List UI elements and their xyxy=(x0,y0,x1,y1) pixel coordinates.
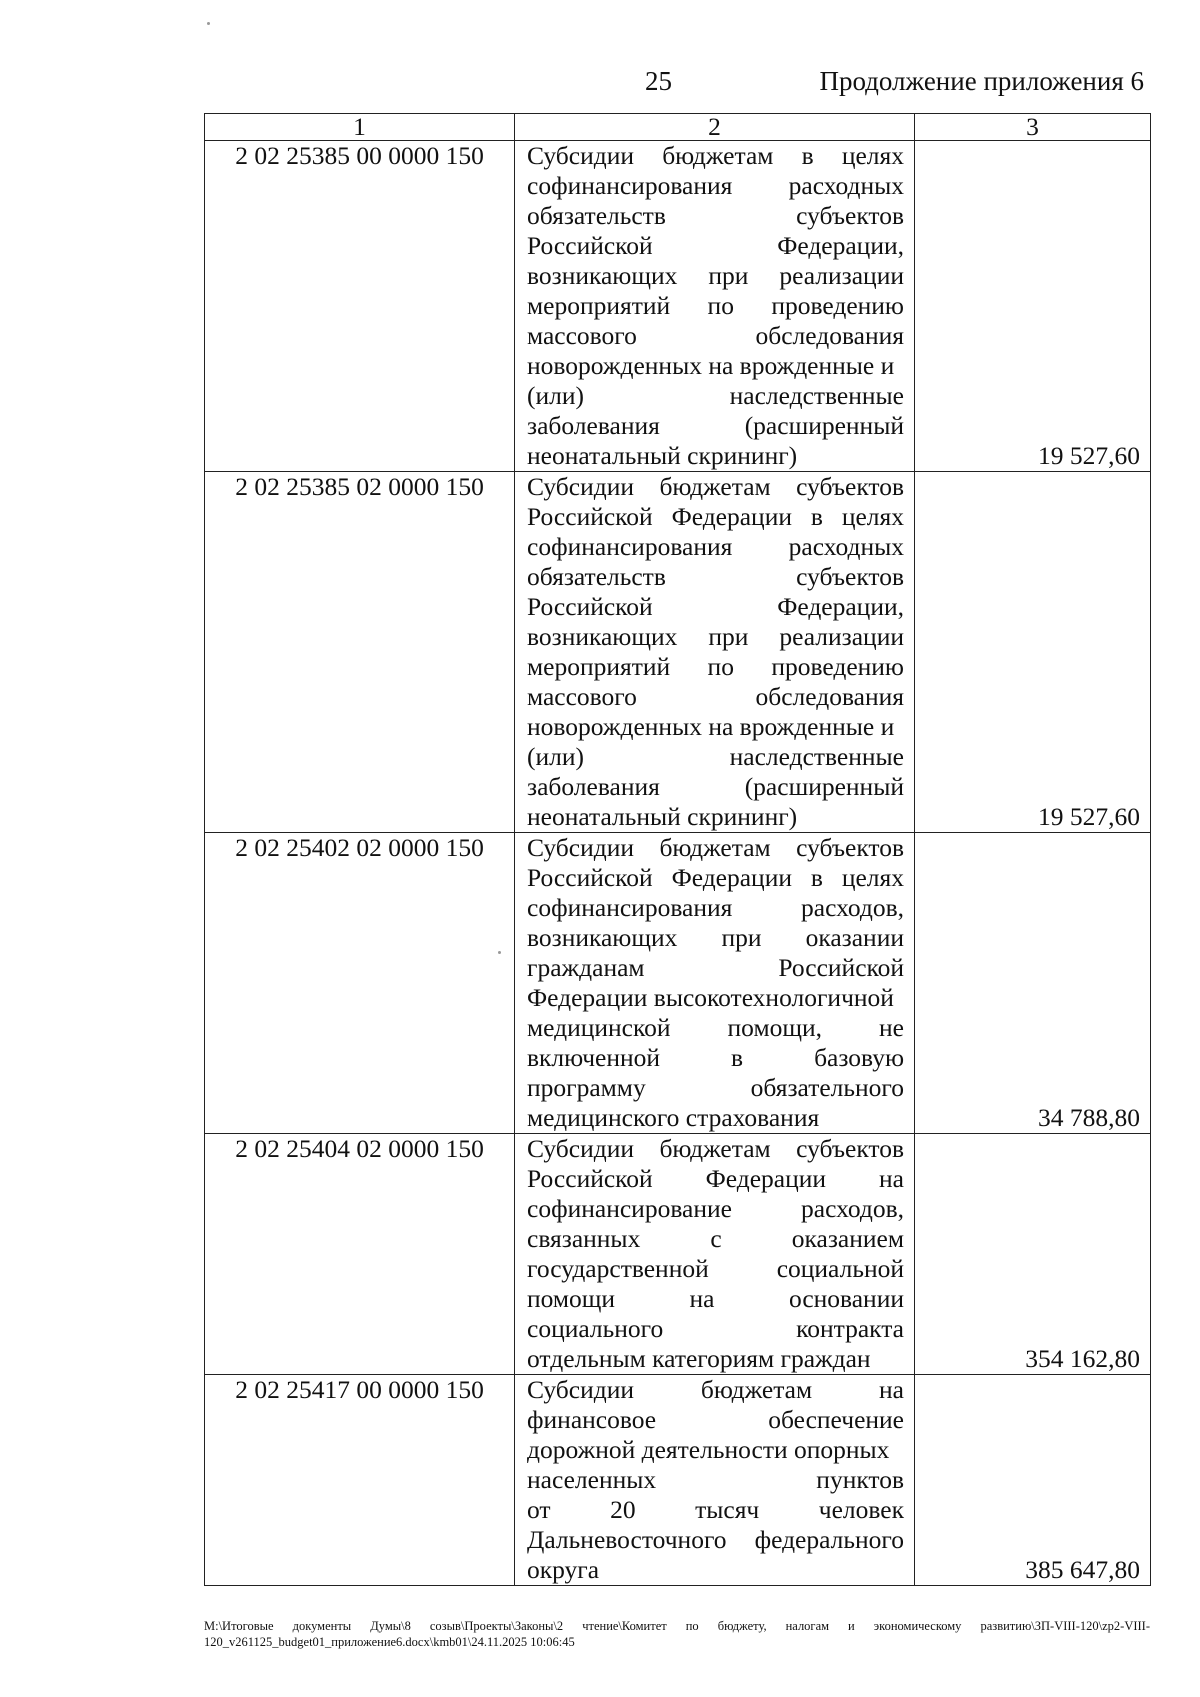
description-line xyxy=(515,592,914,622)
description-word: (расширенный xyxy=(744,411,904,440)
description-line xyxy=(515,321,914,351)
description-word: с xyxy=(710,1224,722,1253)
description-line xyxy=(515,472,914,502)
budget-classification-code: 2 02 25385 02 0000 150 xyxy=(205,472,515,833)
amount-cell xyxy=(915,141,1151,472)
column-header: 1 xyxy=(205,114,515,141)
amount-value: 19 527,60 xyxy=(1038,802,1140,831)
description-line xyxy=(515,802,914,832)
description-word: массового xyxy=(527,682,637,711)
description-word: на xyxy=(879,1164,904,1193)
description-word: по xyxy=(707,652,734,681)
description-line xyxy=(515,1254,914,1284)
description-word: Федерации, xyxy=(777,231,904,260)
description-word: Российской xyxy=(527,502,653,531)
description-word: Федерации xyxy=(671,863,792,892)
description-word: обязательств xyxy=(527,562,666,591)
description-line xyxy=(515,1164,914,1194)
description-word: новорожденных на врожденные и xyxy=(527,351,895,380)
scan-speck xyxy=(207,22,210,25)
description-word: бюджетам xyxy=(662,141,774,170)
description-word: расходов, xyxy=(801,1194,904,1223)
column-header: 3 xyxy=(915,114,1151,141)
table-row xyxy=(205,141,1151,472)
budget-classification-code: 2 02 25417 00 0000 150 xyxy=(205,1375,515,1586)
description-word: оказанием xyxy=(791,1224,904,1253)
description-word: медицинского страхования xyxy=(527,1103,820,1132)
description-line xyxy=(515,1405,914,1435)
description-word: расходных xyxy=(788,532,904,561)
description-word: помощи, xyxy=(727,1013,822,1042)
description-word: в xyxy=(731,1043,744,1072)
amount-cell xyxy=(915,833,1151,1134)
description-word: округа xyxy=(527,1555,600,1584)
description-line xyxy=(515,893,914,923)
description-word: Дальневосточного xyxy=(527,1525,727,1554)
description-word: в xyxy=(810,863,823,892)
description-line xyxy=(515,291,914,321)
income-description xyxy=(515,1134,915,1375)
description-line xyxy=(515,1525,914,1555)
description-word: софинансирования xyxy=(527,171,733,200)
description-line xyxy=(515,772,914,802)
description-word: дорожной деятельности опорных xyxy=(527,1435,890,1464)
description-word: мероприятий xyxy=(527,652,671,681)
description-word: обеспечение xyxy=(768,1405,904,1434)
description-line xyxy=(515,351,914,381)
table-row xyxy=(205,1375,1151,1586)
description-line xyxy=(515,171,914,201)
description-line xyxy=(515,1134,914,1164)
description-word: возникающих xyxy=(527,923,678,952)
description-line xyxy=(515,1375,914,1405)
description-word: человек xyxy=(818,1495,904,1524)
description-line xyxy=(515,682,914,712)
budget-income-table xyxy=(204,113,1151,1586)
description-word: основании xyxy=(788,1284,904,1313)
description-word: бюджетам xyxy=(659,1134,771,1163)
description-word: не xyxy=(879,1013,904,1042)
description-line xyxy=(515,1495,914,1525)
description-word: возникающих xyxy=(527,261,678,290)
description-word: гражданам xyxy=(527,953,645,982)
description-word: включенной xyxy=(527,1043,661,1072)
description-line xyxy=(515,1043,914,1073)
description-word: при xyxy=(721,923,762,952)
description-word: Российской xyxy=(778,953,904,982)
description-word: по xyxy=(707,291,734,320)
budget-classification-code: 2 02 25402 02 0000 150 xyxy=(205,833,515,1134)
description-word: обязательств xyxy=(527,201,666,230)
description-word: субъектов xyxy=(796,562,904,591)
description-line xyxy=(515,622,914,652)
budget-classification-code: 2 02 25385 00 0000 150 xyxy=(205,141,515,472)
description-word: связанных xyxy=(527,1224,641,1253)
description-line xyxy=(515,201,914,231)
description-word: отдельным категориям граждан xyxy=(527,1344,871,1373)
description-word: в xyxy=(801,141,814,170)
description-word: субъектов xyxy=(796,201,904,230)
description-word: проведению xyxy=(771,291,904,320)
income-description xyxy=(515,472,915,833)
description-word: при xyxy=(708,622,749,651)
income-description xyxy=(515,833,915,1134)
description-word: Субсидии xyxy=(527,1375,634,1404)
description-word: оказании xyxy=(805,923,904,952)
description-word: субъектов xyxy=(796,1134,904,1163)
description-line xyxy=(515,1344,914,1374)
document-file-path: M:\Итоговые документы Думы\8 созыв\Проекты\Законы\2 чтение\Комитет по бюджету, налогам и экономическому развитию\ЗП-VIII-120\zp2-VIII-120_v261125_budget01_приложение6.docx\kmb01\24.11.2025 10:06:45 xyxy=(204,1619,1150,1649)
description-word: заболевания xyxy=(527,411,660,440)
amount-value: 385 647,80 xyxy=(1025,1555,1140,1584)
column-header: 2 xyxy=(515,114,915,141)
amount-value: 354 162,80 xyxy=(1025,1344,1140,1373)
description-line xyxy=(515,441,914,471)
description-line xyxy=(515,953,914,983)
description-word: софинансирование xyxy=(527,1194,732,1223)
description-word: Субсидии xyxy=(527,472,634,501)
description-word: (или) xyxy=(527,381,585,410)
description-line xyxy=(515,712,914,742)
description-word: на xyxy=(879,1375,904,1404)
description-word: неонатальный скрининг) xyxy=(527,802,798,831)
description-word: Федерации высокотехнологичной xyxy=(527,983,894,1012)
description-line xyxy=(515,532,914,562)
description-word: обследования xyxy=(755,321,904,350)
description-word: программу xyxy=(527,1073,646,1102)
description-word: новорожденных на врожденные и xyxy=(527,712,895,741)
description-word: расходных xyxy=(788,171,904,200)
description-line xyxy=(515,1284,914,1314)
description-line xyxy=(515,411,914,441)
description-word: в xyxy=(810,502,823,531)
description-line xyxy=(515,742,914,772)
description-word: федерального xyxy=(754,1525,904,1554)
description-word: на xyxy=(689,1284,715,1313)
description-word: наследственные xyxy=(729,742,904,771)
description-word: целях xyxy=(841,863,904,892)
description-word: софинансирования xyxy=(527,893,733,922)
income-description xyxy=(515,1375,915,1586)
description-word: обязательного xyxy=(750,1073,904,1102)
description-line xyxy=(515,1435,914,1465)
description-word: Субсидии xyxy=(527,833,634,862)
description-word: субъектов xyxy=(796,833,904,862)
table-row xyxy=(205,833,1151,1134)
description-word: государственной xyxy=(527,1254,709,1283)
amount-cell xyxy=(915,472,1151,833)
description-word: (расширенный xyxy=(744,772,904,801)
budget-classification-code: 2 02 25404 02 0000 150 xyxy=(205,1134,515,1375)
description-word: тысяч xyxy=(695,1495,760,1524)
description-word: обследования xyxy=(755,682,904,711)
description-line xyxy=(515,141,914,171)
description-line xyxy=(515,1224,914,1254)
description-line xyxy=(515,1013,914,1043)
description-word: Федерации xyxy=(705,1164,827,1193)
description-word: наследственные xyxy=(729,381,904,410)
description-word: бюджетам xyxy=(659,833,771,862)
description-word: финансовое xyxy=(527,1405,657,1434)
description-line xyxy=(515,231,914,261)
description-word: населенных xyxy=(527,1465,657,1494)
description-word: реализации xyxy=(779,622,904,651)
description-word: мероприятий xyxy=(527,291,671,320)
amount-value: 34 788,80 xyxy=(1038,1103,1140,1132)
description-line xyxy=(515,1103,914,1133)
description-word: субъектов xyxy=(796,472,904,501)
description-line xyxy=(515,652,914,682)
page-number: 25 xyxy=(645,66,672,96)
description-word: пунктов xyxy=(816,1465,904,1494)
description-word: помощи xyxy=(527,1284,616,1313)
description-word: Российской xyxy=(527,863,653,892)
description-word: бюджетам xyxy=(659,472,771,501)
description-line xyxy=(515,1194,914,1224)
description-word: Российской xyxy=(527,231,653,260)
description-word: социального xyxy=(527,1314,664,1343)
description-word: заболевания xyxy=(527,772,660,801)
description-line xyxy=(515,381,914,411)
description-line xyxy=(515,923,914,953)
description-word: бюджетам xyxy=(700,1375,813,1404)
description-word: Федерации, xyxy=(777,592,904,621)
description-word: неонатальный скрининг) xyxy=(527,441,798,470)
description-word: софинансирования xyxy=(527,532,733,561)
description-line xyxy=(515,833,914,863)
table-header-row xyxy=(205,114,1151,141)
table-body xyxy=(205,141,1151,1586)
description-word: (или) xyxy=(527,742,585,771)
income-description xyxy=(515,141,915,472)
description-line xyxy=(515,1314,914,1344)
description-line xyxy=(515,863,914,893)
description-word: Субсидии xyxy=(527,141,634,170)
description-word: реализации xyxy=(779,261,904,290)
description-word: при xyxy=(708,261,749,290)
description-word: проведению xyxy=(771,652,904,681)
description-word: расходов, xyxy=(801,893,904,922)
description-word: Российской xyxy=(527,592,653,621)
appendix-continuation-note: Продолжение приложения 6 xyxy=(819,66,1144,96)
description-word: целях xyxy=(841,502,904,531)
description-line xyxy=(515,1465,914,1495)
description-word: базовую xyxy=(814,1043,904,1072)
description-line xyxy=(515,1073,914,1103)
description-line xyxy=(515,1555,914,1585)
description-line xyxy=(515,261,914,291)
description-word: медицинской xyxy=(527,1013,671,1042)
description-word: Субсидии xyxy=(527,1134,634,1163)
description-word: социальной xyxy=(776,1254,904,1283)
description-word: контракта xyxy=(796,1314,904,1343)
description-word: от xyxy=(527,1495,551,1524)
description-line xyxy=(515,983,914,1013)
table-row xyxy=(205,472,1151,833)
table-row xyxy=(205,1134,1151,1375)
description-word: Российской xyxy=(527,1164,653,1193)
amount-value: 19 527,60 xyxy=(1038,441,1140,470)
description-word: 20 xyxy=(610,1495,636,1524)
description-word: целях xyxy=(841,141,904,170)
description-line xyxy=(515,562,914,592)
amount-cell xyxy=(915,1134,1151,1375)
description-word: Федерации xyxy=(671,502,792,531)
description-word: массового xyxy=(527,321,637,350)
description-line xyxy=(515,502,914,532)
amount-cell xyxy=(915,1375,1151,1586)
description-word: возникающих xyxy=(527,622,678,651)
